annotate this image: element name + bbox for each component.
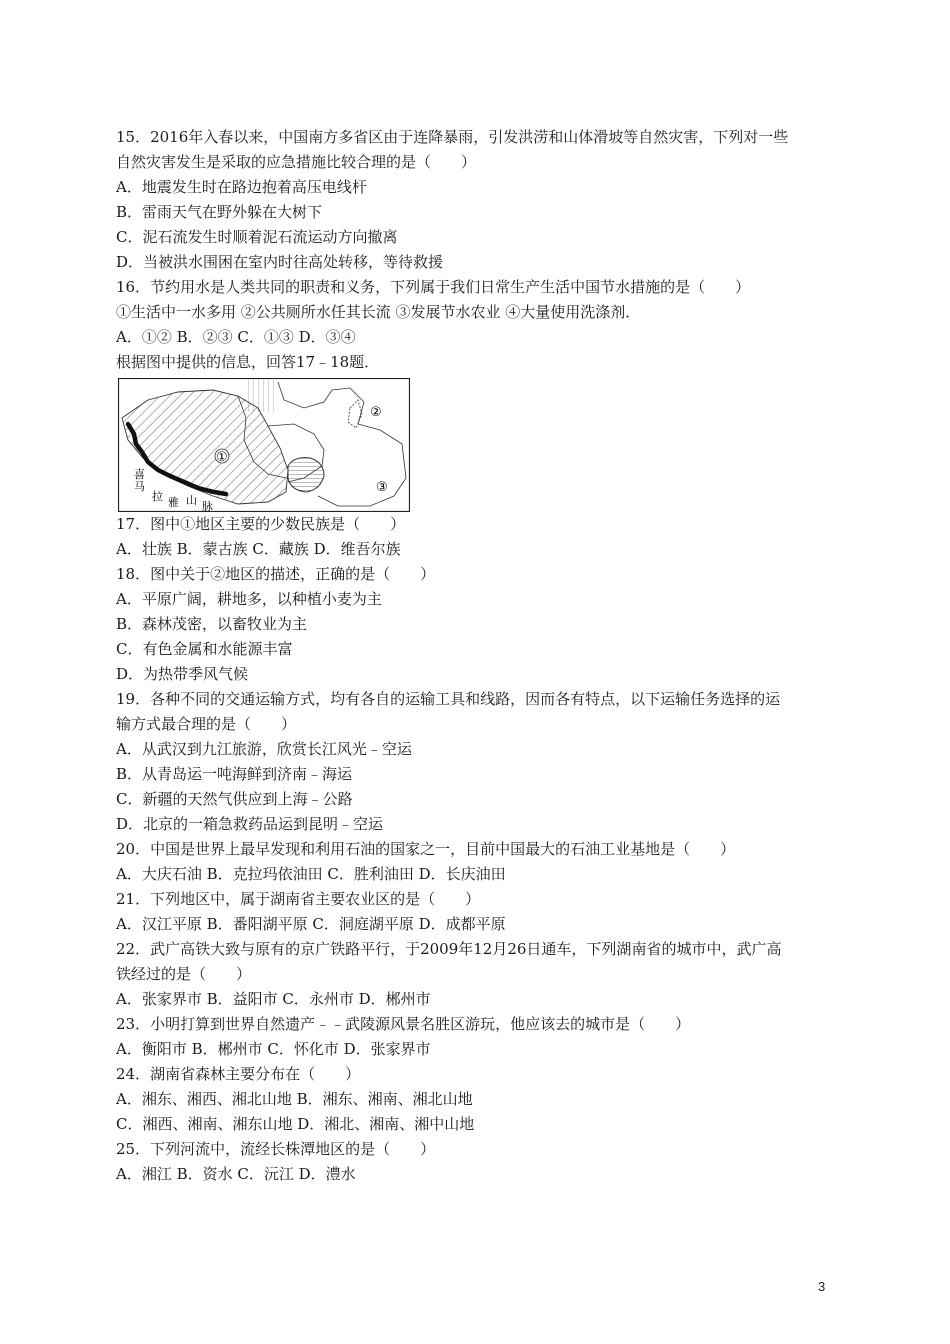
answer-option: A．大庆石油 B．克拉玛依油田 C．胜利油田 D．长庆油田 — [116, 865, 506, 883]
question-stem-line: 自然灾害发生是采取的应急措施比较合理的是（ ） — [116, 153, 477, 171]
answer-option: B．雷雨天气在野外躲在大树下 — [116, 203, 323, 221]
question — [116, 1062, 836, 1137]
map-label-xi: 喜 — [134, 468, 145, 481]
map-label-la: 拉 — [152, 490, 163, 503]
question-group-b — [116, 512, 836, 1187]
answer-option: D．北京的一箱急救药品运到昆明﹣空运 — [116, 815, 384, 833]
answer-option: A．从武汉到九江旅游，欣赏长江风光﹣空运 — [116, 740, 412, 758]
answer-option: C．新疆的天然气供应到上海﹣公路 — [116, 790, 353, 808]
answer-option: D．为热带季风气候 — [116, 665, 249, 683]
question — [116, 512, 836, 562]
answer-option: A．汉江平原 B．番阳湖平原 C．洞庭湖平原 D．成都平原 — [116, 915, 506, 933]
map-label-ya: 雅 — [168, 496, 179, 509]
map-label-1: ① — [216, 450, 228, 465]
answer-option: A．湘江 B．资水 C．沅江 D．澧水 — [116, 1165, 356, 1183]
map-label-mai: 脉 — [202, 500, 213, 512]
question — [116, 687, 836, 837]
answer-option: A．壮族 B．蒙古族 C．藏族 D．维吾尔族 — [116, 540, 401, 558]
map-figure — [118, 378, 410, 512]
answer-option: A．①② B．②③ C．①③ D．③④ — [116, 328, 356, 346]
answer-option: C．湘西、湘南、湘东山地 D．湘北、湘南、湘中山地 — [116, 1115, 475, 1133]
answer-option: C．泥石流发生时顺着泥石流运动方向撤离 — [116, 228, 398, 246]
question-stem-line: 18．图中关于②地区的描述，正确的是（ ） — [116, 565, 436, 583]
question-stem-line: 输方式最合理的是（ ） — [116, 715, 297, 733]
question — [116, 1137, 836, 1187]
answer-option: A．张家界市 B．益阳市 C．永州市 D．郴州市 — [116, 990, 431, 1008]
question-stem-line: 25．下列河流中，流经长株潭地区的是（ ） — [116, 1140, 436, 1158]
page-content — [116, 125, 836, 1187]
question — [116, 275, 836, 350]
question — [116, 937, 836, 1012]
answer-option: A．平原广阔，耕地多，以种植小麦为主 — [116, 590, 382, 608]
question-stem-line: 20．中国是世界上最早发现和利用石油的国家之一，目前中国最大的石油工业基地是（ ） — [116, 840, 736, 858]
map-label-shan: 山 — [186, 494, 197, 507]
question-stem-line: 15．2016年入春以来，中国南方多省区由于连降暴雨，引发洪涝和山体滑坡等自然灾害，下列对一些 — [116, 128, 789, 146]
question — [116, 837, 836, 887]
answer-option: D．当被洪水围困在室内时往高处转移，等待救援 — [116, 253, 444, 271]
answer-option: A．衡阳市 B．郴州市 C．怀化市 D．张家界市 — [116, 1040, 431, 1058]
map-intro: 根据图中提供的信息，回答17﹣18题． — [116, 353, 380, 371]
question-stem-line: 16．节约用水是人类共同的职责和义务，下列属于我们日常生产生活中国节水措施的是（ ） — [116, 278, 751, 296]
map-label-2: ② — [370, 405, 382, 420]
question-stem-line: 23．小明打算到世界自然遗产﹣﹣武陵源风景名胜区游玩，他应该去的城市是（ ） — [116, 1015, 691, 1033]
answer-option: C．有色金属和水能源丰富 — [116, 640, 293, 658]
answer-option: B．从青岛运一吨海鲜到济南﹣海运 — [116, 765, 353, 783]
page-number: 3 — [818, 1279, 826, 1294]
question-stem-line: 铁经过的是（ ） — [116, 965, 252, 983]
map-label-ma: 马 — [134, 480, 145, 493]
question — [116, 562, 836, 687]
answer-option: B．森林茂密，以畜牧业为主 — [116, 615, 308, 633]
question-stem-line: 17．图中①地区主要的少数民族是（ ） — [116, 515, 406, 533]
question-stem-line: 19．各种不同的交通运输方式，均有各自的运输工具和线路，因而各有特点，以下运输任务选择的运 — [116, 690, 781, 708]
answer-option: A．地震发生时在路边抱着高压电线杆 — [116, 178, 367, 196]
map-label-3: ③ — [376, 480, 388, 495]
question-stem-line: ①生活中一水多用 ②公共厕所水任其长流 ③发展节水农业 ④大量使用洗涤剂． — [116, 303, 641, 321]
question-group-a — [116, 125, 836, 350]
answer-option: A．湘东、湘西、湘北山地 B．湘东、湘南、湘北山地 — [116, 1090, 473, 1108]
question — [116, 1012, 836, 1062]
question — [116, 125, 836, 275]
question-stem-line: 21．下列地区中，属于湖南省主要农业区的是（ ） — [116, 890, 481, 908]
question-stem-line: 24．湖南省森林主要分布在（ ） — [116, 1065, 361, 1083]
question-stem-line: 22．武广高铁大致与原有的京广铁路平行，于2009年12月26日通车，下列湖南省的城市中，武广高 — [116, 940, 782, 958]
question — [116, 887, 836, 937]
